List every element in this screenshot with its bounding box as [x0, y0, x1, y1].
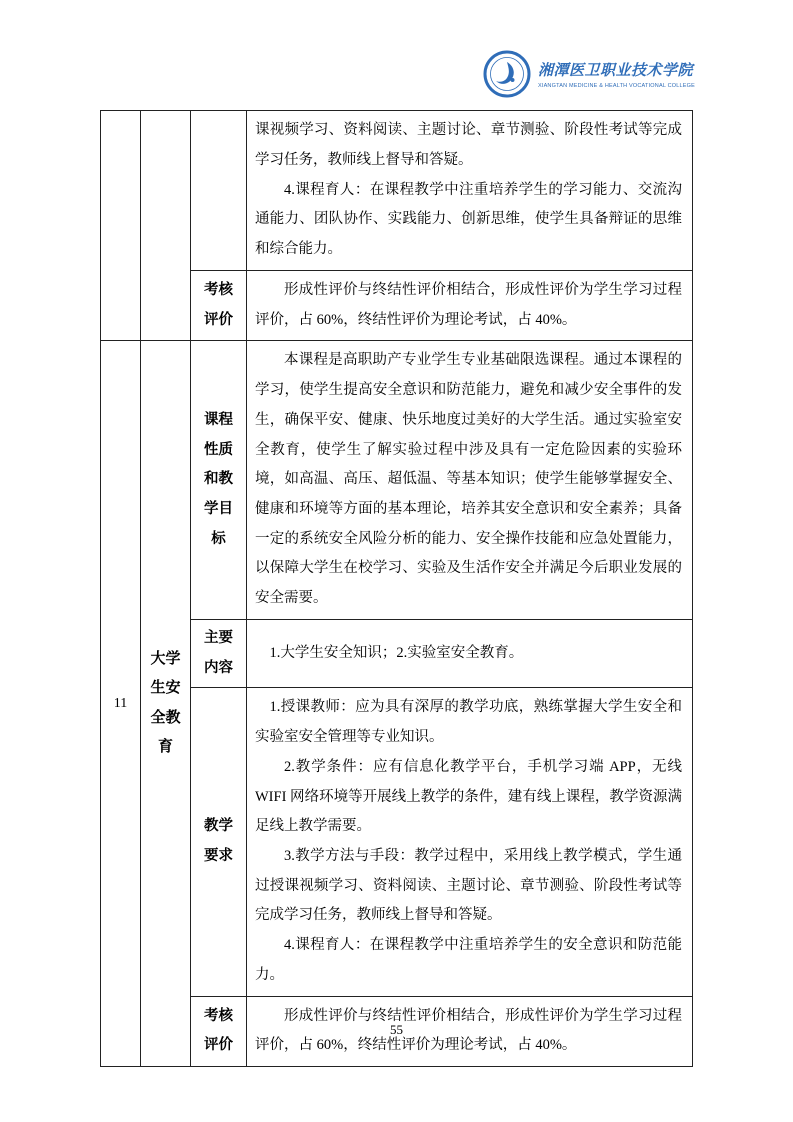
paragraph: 1.授课教师：应为具有深厚的教学功底，熟练掌握大学生安全和实验室安全管理等专业知识。 — [255, 699, 682, 746]
row-index-cell: 11 — [101, 341, 141, 1067]
college-name-cn: 湘潭医卫职业技术学院 — [537, 63, 693, 79]
table-row — [101, 341, 693, 619]
page-number: 55 — [390, 1022, 403, 1037]
page-header — [483, 50, 695, 98]
teaching-requirements-label-cell: 教学要求 — [191, 688, 247, 996]
teaching-requirements-content-cell — [247, 688, 693, 996]
college-logo-icon — [483, 50, 531, 98]
course-name-cell-prev — [141, 111, 191, 341]
teaching-requirements-continued-cell — [247, 111, 693, 271]
table-row — [101, 111, 693, 271]
row-index-cell-prev — [101, 111, 141, 341]
assessment-label-cell-prev: 考核评价 — [191, 271, 247, 341]
page-footer — [0, 1022, 793, 1038]
paragraph: 3.教学方法与手段：教学过程中，采用线上教学模式，学生通过授课视频学习、资料阅读、主题讨论、章节测验、阶段性考试等完成学习任务，教师线上督导和答疑。 — [255, 847, 682, 924]
course-table — [100, 110, 693, 1067]
paragraph: 4.课程育人：在课程教学中注重培养学生的学习能力、交流沟通能力、团队协作、实践能力、创新思维，使学生具备辩证的思维和综合能力。 — [255, 181, 682, 258]
course-nature-content-cell — [247, 341, 693, 619]
paragraph: 形成性评价与终结性评价相结合，形成性评价为学生学习过程评价，占 60%，终结性评价为理论考试，占 40%。 — [255, 1007, 682, 1054]
paragraph: 本课程是高职助产专业学生专业基础限选课程。通过本课程的学习，使学生提高安全意识和防范能力，避免和减少安全事件的发生，确保平安、健康、快乐地度过美好的大学生活。通过实验室安全教育，使学生了解实验过程中涉及具有一定危险因素的实验环境，如高温、高压、超低温、等基本知识；使学生能够掌握安全、健康和环境等方面的基本理论，培养其安全意识和安全素养；具备一定的系统安全风险分析的能力、安全操作技能和应急处置能力，以保障大学生在校学习、实验及生活作安全并满足今后职业发展的安全需要。 — [255, 352, 682, 607]
main-content-label-cell: 主要内容 — [191, 619, 247, 687]
course-nature-label-cell: 课程性质和教学目标 — [191, 341, 247, 619]
assessment-content-cell-prev — [247, 271, 693, 341]
paragraph: 2.教学条件：应有信息化教学平台，手机学习端 APP，无线 WIFI 网络环境等开展线上教学的条件，建有线上课程，教学资源满足线上教学需要。 — [255, 758, 682, 835]
college-logo-text — [538, 59, 695, 89]
assessment-label-cell: 考核评价 — [191, 996, 247, 1066]
main-content-content-cell — [247, 619, 693, 687]
course-name-cell: 大学生安全教育 — [141, 341, 191, 1067]
paragraph: 课视频学习、资料阅读、主题讨论、章节测验、阶段性考试等完成学习任务，教师线上督导和答疑。 — [255, 122, 682, 168]
paragraph: 形成性评价与终结性评价相结合，形成性评价为学生学习过程评价，占 60%，终结性评价为理论考试，占 40%。 — [255, 282, 682, 328]
paragraph: 1.大学生安全知识；2.实验室安全教育。 — [269, 644, 524, 661]
section-label-cell-empty — [191, 111, 247, 271]
college-name-en: XIANGTAN MEDICINE & HEALTH VOCATIONAL COLLEGE — [537, 83, 695, 89]
paragraph: 4.课程育人：在课程教学中注重培养学生的安全意识和防范能力。 — [255, 937, 682, 983]
